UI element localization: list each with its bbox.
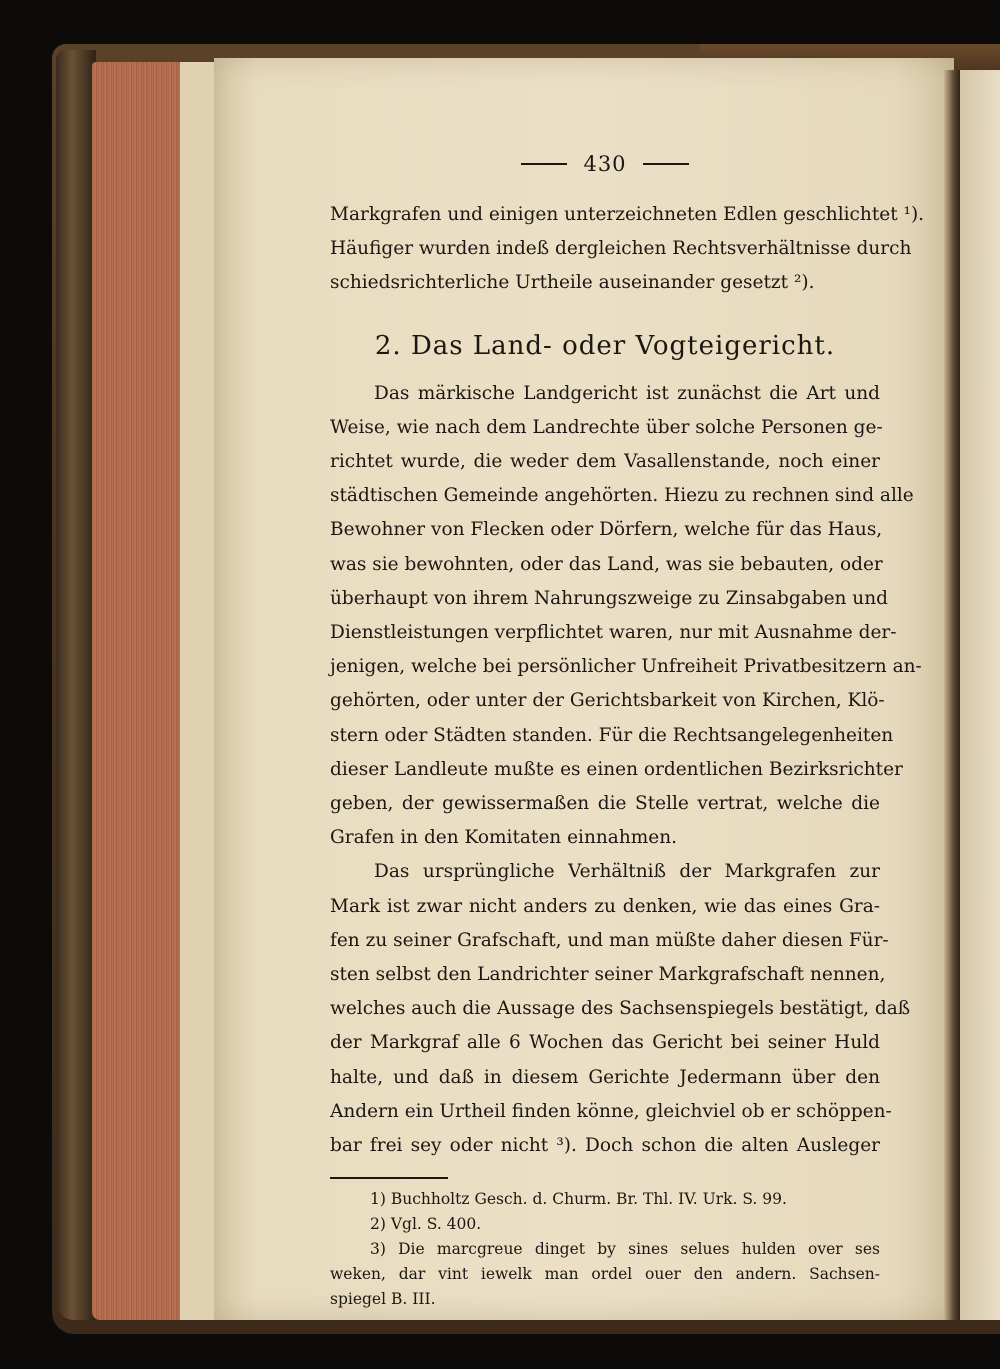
text-line: Grafen in den Komitaten einnahmen. — [330, 827, 678, 849]
text-line: Weise, wie nach dem Landrechte über solche Personen ge- — [330, 416, 883, 438]
page-number: 430 — [583, 152, 627, 176]
text-line: bar frei sey oder nicht ³). Doch schon die alten Ausleger — [330, 1135, 880, 1157]
text-line: stern oder Städten standen. Für die Rechtsangelegenheiten — [330, 724, 894, 746]
page-header — [330, 152, 880, 176]
text-line: richtet wurde, die weder dem Vasallenstande, noch einer — [330, 451, 880, 473]
page-content — [330, 152, 925, 1312]
text-line: schiedsrichterliche Urtheile auseinander gesetzt ²). — [330, 272, 815, 294]
text-line: Andern ein Urtheil finden könne, gleichviel ob er schöppen- — [330, 1100, 892, 1122]
footnote: 3) Die marcgreue dinget by sines selues hulden over ses — [370, 1239, 880, 1258]
footnotes — [330, 1187, 880, 1312]
book-spine-edge — [56, 50, 96, 1320]
text-line: was sie bewohnten, oder das Land, was sie bebauten, oder — [330, 553, 883, 575]
page-edges — [92, 62, 222, 1320]
text-line: halte, und daß in diesem Gerichte Jedermann über den — [330, 1066, 880, 1088]
text-line: sten selbst den Landrichter seiner Markgrafschaft nennen, — [330, 964, 886, 986]
header-dash-right — [643, 163, 689, 165]
text-line: jenigen, welche bei persönlicher Unfreiheit Privatbesitzern an- — [330, 656, 922, 678]
text-line: Mark ist zwar nicht anders zu denken, wie das eines Gra- — [330, 895, 880, 917]
text-line: fen zu seiner Grafschaft, und man müßte daher diesen Für- — [330, 929, 889, 951]
footnote: 1) Buchholtz Gesch. d. Churm. Br. Thl. IV. Urk. S. 99. — [370, 1189, 787, 1208]
text-line: geben, der gewissermaßen die Stelle vertrat, welche die — [330, 793, 880, 815]
text-line: Das märkische Landgericht ist zunächst die Art und — [374, 382, 880, 404]
text-line: dieser Landleute mußte es einen ordentlichen Bezirksrichter — [330, 758, 903, 780]
footnote-rule — [330, 1177, 448, 1179]
facing-page-edge — [960, 70, 1000, 1320]
text-line: gehörten, oder unter der Gerichtsbarkeit von Kirchen, Klö- — [330, 690, 885, 712]
text-line: Markgrafen und einigen unterzeichneten Edlen geschlichtet ¹). — [330, 204, 925, 225]
text-line: Das ursprüngliche Verhältniß der Markgrafen zur — [374, 861, 880, 883]
text-line: Bewohner von Flecken oder Dörfern, welche für das Haus, — [330, 519, 883, 541]
section-heading: 2. Das Land- oder Vogteigericht. — [374, 330, 836, 361]
paragraph-2 — [330, 855, 911, 1163]
footnote: 2) Vgl. S. 400. — [370, 1214, 482, 1233]
intro-text — [330, 198, 925, 301]
footnote-continuation: spiegel B. III. — [330, 1289, 436, 1308]
text-line: Dienstleistungen verpflichtet waren, nur mit Ausnahme der- — [330, 622, 897, 644]
text-line: welches auch die Aussage des Sachsenspiegels bestätigt, daß — [330, 998, 911, 1020]
footnote-continuation: weken, dar vint iewelk man ordel ouer den andern. Sachsen- — [330, 1264, 880, 1283]
text-line: städtischen Gemeinde angehörten. Hiezu zu rechnen sind alle — [330, 485, 914, 507]
text-line: der Markgraf alle 6 Wochen das Gericht bei seiner Huld — [330, 1032, 880, 1054]
header-dash-left — [521, 163, 567, 165]
paragraph-1 — [330, 377, 922, 856]
book-gutter — [944, 70, 960, 1320]
text-line: überhaupt von ihrem Nahrungszweige zu Zinsabgaben und — [330, 587, 888, 609]
text-line: Häufiger wurden indeß dergleichen Rechtsverhältnisse durch — [330, 238, 912, 260]
